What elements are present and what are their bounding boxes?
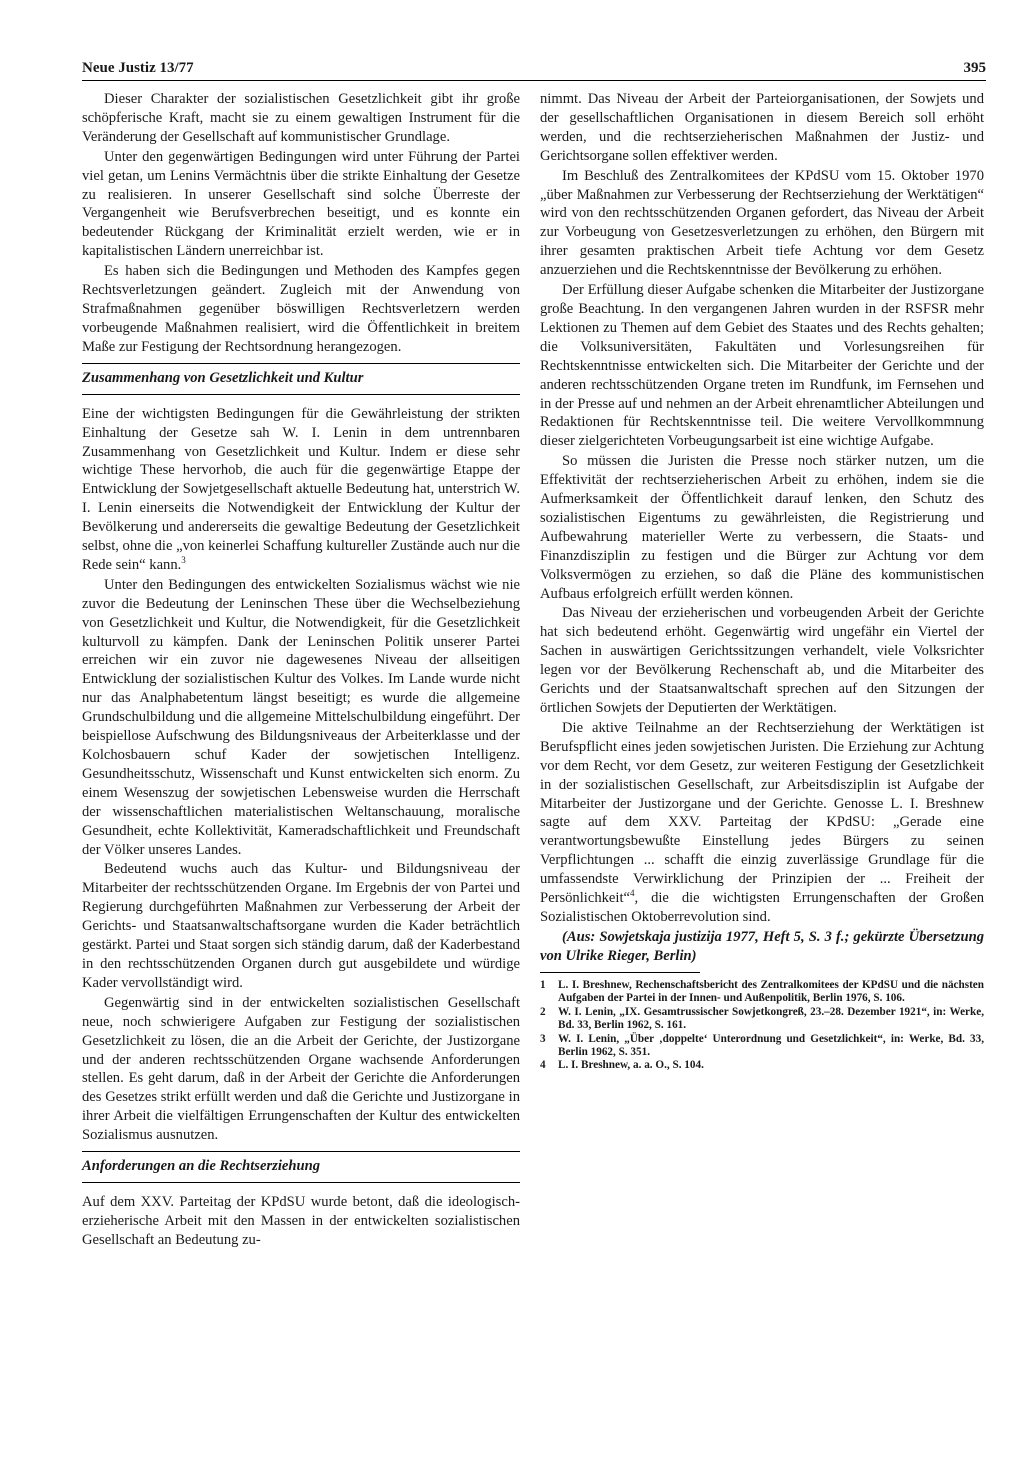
journal-issue: Neue Justiz 13/77 [82, 60, 194, 76]
footnote [540, 1006, 984, 1033]
footnote-number: 1 [540, 978, 546, 991]
footnote-text: L. I. Breshnew, a. a. O., S. 104. [558, 1059, 704, 1072]
footnote [540, 1033, 984, 1060]
right-column [540, 90, 984, 1073]
paragraph: Das Niveau der erzieherischen und vorbeugenden Arbeit der Gerichte hat sich bedeutend erhöht. Gegenwärtig wird ungefähr ein Viertel der Sachen in auswärtigen Gerichtssitzungen verhandelt, viele Volksrichter legen vor der Bevölkerung Rechenschaft ab, und die Mitarbeiter des Gerichts und der Staatsanwaltschaft sprechen auf den Sitzungen der örtlichen Sowjets der Deputierten der Werktätigen. [540, 605, 984, 716]
left-column [82, 90, 520, 1251]
footnote-number: 2 [540, 1005, 546, 1018]
footnote-number: 4 [540, 1059, 546, 1072]
paragraph: nimmt. Das Niveau der Arbeit der Parteiorganisationen, der Sowjets und der gesellschaftlichen Organisationen in diesem Bereich soll erhöht werden, und die rechtserzieherischen Maßnahmen der Justiz- und Gerichtsorgane sollen effektiver werden. [540, 91, 984, 164]
paragraph-text: , die die wichtigsten Errungenschaften der Großen Sozialistischen Oktoberrevolution sind. [540, 890, 984, 925]
footnote-marker: 3 [181, 555, 186, 566]
footnote-text: W. I. Lenin, „Über ‚doppelte‘ Unterordnung und Gesetzlichkeit“, in: Werke, Bd. 33, Berlin 1962, S. 351. [558, 1032, 984, 1058]
footnote-marker: 4 [629, 888, 635, 899]
paragraph [82, 405, 520, 575]
section-heading: Zusammenhang von Gesetzlichkeit und Kultur [82, 363, 520, 395]
paragraph: Auf dem XXV. Parteitag der KPdSU wurde betont, daß die ideologisch-erzieherische Arbeit mit den Massen in der entwickelten sozialistischen Gesellschaft an Bedeutung zu- [82, 1194, 520, 1248]
footnotes-list [540, 979, 984, 1073]
paragraph: Der Erfüllung dieser Aufgabe schenken die Mitarbeiter der Justizorgane große Beachtung. In den vergangenen Jahren wurden in der RSFSR mehr Lektionen zu Themen auf dem Gebiet des Staates und des Rechts gehalten; die Volksuniversitäten, Fakultäten und Vorlesungsreihen für Rechtskenntnisse entwickelten sich. Die Mitarbeiter der Gerichte und der anderen rechtsschützenden Organe treten im Rundfunk, im Fernsehen und in der Presse auf und nehmen an der Arbeit ehrenamtlicher Abteilungen und Redaktionen für Rechtskenntnisse teil. Die weitere Vervollkommnung dieser zielgerichteten Vorbeugungsarbeit ist eine wichtige Aufgabe. [540, 282, 984, 450]
page-number: 395 [963, 60, 986, 76]
footnote-text: L. I. Breshnew, Rechenschaftsbericht des Zentralkomitees der KPdSU und die nächsten Aufgaben der Partei in der Innen- und Außenpolitik, Berlin 1976, S. 106. [558, 978, 984, 1005]
section-heading: Anforderungen an die Rechtserziehung [82, 1151, 520, 1183]
footnote-divider [540, 972, 700, 973]
footnote [540, 979, 984, 1006]
paragraph: Unter den gegenwärtigen Bedingungen wird unter Führung der Partei viel getan, um Lenins Vermächtnis über die strikte Einhaltung der Gesetze zu realisieren. In unserer Gesellschaft sind solche Überreste der Vergangenheit wie Berufsverbrechen beseitigt, und es konnte ein bedeutender Rückgang der Kriminalität erzielt werden, wie er in kapitalistischen Ländern unerreichbar ist. [82, 148, 520, 260]
paragraph-text: Die aktive Teilnahme an der Rechtserziehung der Werktätigen ist Berufspflicht eines jeden sowjetischen Juristen. Die Erziehung zur Achtung vor dem Recht, vor dem Gesetz, zur weiteren Festigung der Gesetzlichkeit in der sozialistischen Gesellschaft, zur Arbeitsdisziplin ist Aufgabe der Mitarbeiter der Justizorgane und der Gerichte. Genosse L. I. Breshnew sagte auf dem XXV. Parteitag der KPdSU: „Gerade eine verantwortungsbewußte Einstellung jedes Bürgers zu seinen Verpflichtungen ... schafft die einzig zuverlässige Grundlage für die umfassendste Verwirklichung der Prinzipien der ... Freiheit der Persönlichkeit“ [540, 719, 984, 907]
paragraph: So müssen die Juristen die Presse noch stärker nutzen, um die Effektivität der rechtserzieherischen Arbeit zu erhöhen, indem sie die Aufmerksamkeit der Öffentlichkeit darauf lenken, den Schutz des sozialistischen Eigentums zu gewährleisten, die Registrierung und Aufbewahrung materieller Werte zu verbessern, die Staats- und Finanzdisziplin zu festigen und die Bürger zur Achtung vor dem Volksvermögen zu erziehen, so daß die Pläne des kommunistischen Aufbaus erfolgreich erfüllt werden können. [540, 453, 984, 602]
footnote-number: 3 [540, 1032, 546, 1045]
paragraph: Bedeutend wuchs auch das Kultur- und Bildungsniveau der Mitarbeiter der rechtsschützenden Organe. Im Ergebnis der von Partei und Regierung durchgeführten Maßnahmen zur Verbesserung der Arbeit der Gerichts- und Staatsanwaltschaftsorgane wurden die Kader beträchtlich gestärkt. Partei und Staat sorgen sich ständig darum, daß der Kaderbestand in den rechtsschützenden Organen durch gut ausgebildete und würdige Kader vervollständigt wird. [82, 861, 520, 991]
footnote-text: W. I. Lenin, „IX. Gesamtrussischer Sowjetkongreß, 23.–28. Dezember 1921“, in: Werke, Bd. 33, Berlin 1962, S. 161. [558, 1005, 984, 1032]
paragraph: Es haben sich die Bedingungen und Methoden des Kampfes gegen Rechtsverletzungen geändert. Zugleich mit der Anwendung von Strafmaßnahmen gegenüber böswilligen Rechtsverletzern werden vorbeugende Maßnahmen realisiert, wird die Öffentlichkeit in breitem Maße zur Festigung der Rechtsordnung herangezogen. [82, 263, 520, 355]
paragraph-text: Eine der wichtigsten Bedingungen für die Gewährleistung der strikten Einhaltung der Gesetze sah W. I. Lenin in dem untrennbaren Zusammenhang von Gesetzlichkeit und Kultur. Indem er diese sehr wichtige These hervorhob, die auch für die gegenwärtige Etappe der Entwicklung der Sowjetgesellschaft aktuelle Bedeutung hat, unterstrich W. I. Lenin einerseits die Notwendigkeit der Entwicklung der Kultur der Bevölkerung und andererseits die gewaltige Bedeutung der Gesetzlichkeit selbst, ohne die „von keinerlei Schaffung kultureller Zustände auch nur die Rede sein“ kann. [82, 405, 520, 573]
paragraph: Unter den Bedingungen des entwickelten Sozialismus wächst wie nie zuvor die Bedeutung der Leninschen These über die Wechselbeziehung von Gesetzlichkeit und Kultur, die Notwendigkeit, für die Gesetzlichkeit kulturvoll zu kämpfen. Dank der Leninschen Politik unserer Partei erreichen wir ein zuvor nie dagewesenes Niveau der allseitigen Entwicklung der sozialistischen Kultur des Volkes. Im Lande wurde nicht nur das Analphabetentum längst beseitigt; es wurde die allgemeine Grundschulbildung und die allgemeine Mittelschulbildung eingeführt. Der beispiellose Aufschwung des Bildungsniveaus der Arbeiterklasse und der Kolchosbauern schuf Kader der sowjetischen Intelligenz. Gesundheitsschutz, Wissenschaft und Kunst entwickelten sich enorm. Zu einem Wesenszug der sowjetischen Lebensweise wurden die Herrschaft der wissenschaftlichen materialistischen Weltanschauung, moralische Gesundheit, echte Kollektivität, Kameradschaftlichkeit und Freundschaft der Völker unseres Landes. [82, 576, 520, 858]
paragraph [540, 719, 984, 927]
paragraph: Im Beschluß des Zentralkomitees der KPdSU vom 15. Oktober 1970 „über Maßnahmen zur Verbesserung der Rechtserziehung der Werktätigen“ wird von den rechtsschützenden Organen gefordert, das Niveau der Arbeit zur Vorbeugung von Gesetzesverletzungen zu erhöhen, den Bürgern mit ihrer gesamten praktischen Arbeit tiefe Achtung vor dem Gesetz anzuerziehen und die Rechtskenntnisse der Bevölkerung zu erhöhen. [540, 167, 984, 279]
running-head [82, 58, 986, 81]
source-note: (Aus: Sowjetskaja justizija 1977, Heft 5, S. 3 f.; gekürzte Übersetzung von Ulrike Rieger, Berlin) [540, 928, 984, 964]
paragraph: Dieser Charakter der sozialistischen Gesetzlichkeit gibt ihr große schöpferische Kraft, macht sie zu einem gewaltigen Instrument für die Veränderung der Gesellschaft auf kommunistischer Grundlage. [82, 91, 520, 145]
footnote [540, 1059, 984, 1072]
paragraph: Gegenwärtig sind in der entwickelten sozialistischen Gesellschaft neue, noch schwierigere Aufgaben zur Festigung der sozialistischen Gesetzlichkeit zu lösen, die an die Arbeit der Gerichte, der Justizorgane und der anderen rechtsschützenden Organe wachsende Anforderungen stellen. Es geht darum, daß in der Arbeit der Gerichte die Anforderungen des Gesetzes strikt erfüllt werden und daß die Gerichte und Justizorgane in ihrer Arbeit die vielfältigen Errungenschaften der Kultur des entwickelten Sozialismus ausnutzen. [82, 994, 520, 1144]
